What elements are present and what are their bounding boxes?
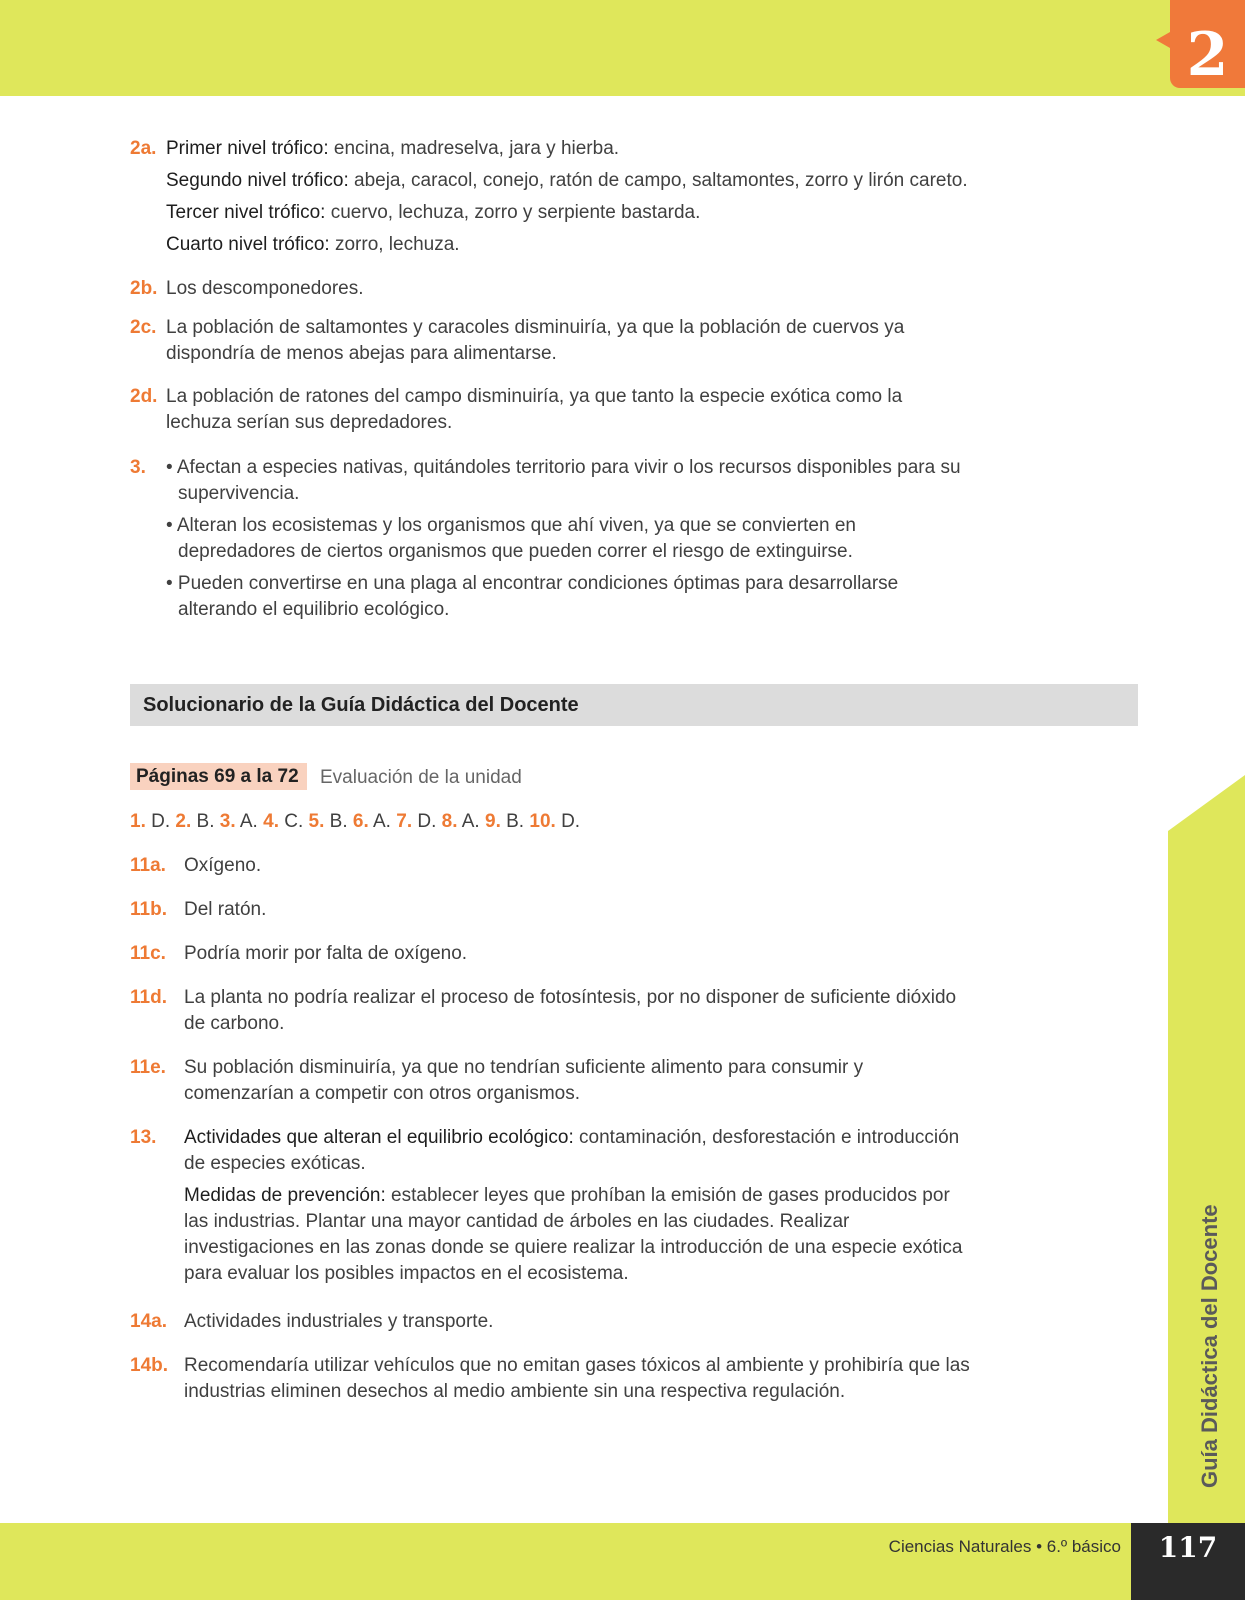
side-tab-label: Guía Didáctica del Docente: [1197, 1204, 1222, 1488]
answer-text: Oxígeno.: [184, 855, 262, 876]
key-number: 5.: [308, 811, 325, 832]
answer-text: Actividades industriales y transporte.: [184, 1311, 494, 1332]
answer-body: [166, 136, 970, 258]
key-number: 4.: [263, 811, 279, 832]
trophic-level-line: [166, 200, 970, 226]
answer-label: 13.: [130, 1127, 157, 1148]
answer-text: La población de ratones del campo disminuiría, ya que tanto la especie exótica como la lechuza serían sus depredadores.: [166, 386, 903, 433]
trophic-level-line: [166, 168, 970, 194]
answer-text: Del ratón.: [184, 899, 267, 920]
answer-text: La planta no podría realizar el proceso de fotosíntesis, por no disponer de suficiente dióxido de carbono.: [184, 987, 957, 1034]
answer-label: 2b.: [130, 278, 158, 299]
bullet-item: • Afectan a especies nativas, quitándoles territorio para vivir o los recursos disponibles para su supervivencia.: [166, 457, 961, 504]
trophic-level-line: [166, 136, 970, 162]
trophic-level-text: abeja, caracol, conejo, ratón de campo, saltamontes, zorro y lirón careto.: [348, 170, 968, 191]
answer-label: 11e.: [130, 1057, 166, 1078]
bullet-item: • Alteran los ecosistemas y los organismos que ahí viven, ya que se convierten en depredadores de ciertos organismos que pueden correr el riesgo de extinguirse.: [166, 515, 856, 562]
key-number: 6.: [352, 811, 369, 832]
unit-number-tab: 2: [1170, 0, 1245, 88]
answer-11a: [130, 853, 970, 879]
answer-text: Su población disminuiría, ya que no tendrían suficiente alimento para consumir y comenzarían a competir con otros organismos.: [184, 1057, 864, 1104]
answer-2c: [130, 315, 950, 367]
answer-label: 2a.: [130, 138, 157, 159]
answer-label: 2c.: [130, 317, 157, 338]
key-number: 9.: [485, 811, 501, 832]
answer-body: [184, 1125, 970, 1287]
answer-text: establecer leyes que prohíban la emisión de gases producidos por las industrias. Plantar una mayor cantidad de árboles en las ciudades. Realizar investigaciones en las zonas donde se quiere realizar la introducción de una especie exótica para evaluar los posibles impactos en el ecosistema.: [184, 1185, 963, 1284]
answer-paragraph: [184, 1125, 970, 1177]
answer-label: 3.: [130, 457, 146, 478]
answer-11c: [130, 941, 970, 967]
bullet-item: • Pueden convertirse en una plaga al encontrar condiciones óptimas para desarrollarse alterando el equilibrio ecológico.: [166, 573, 899, 620]
pages-tag: Páginas 69 a la 72: [130, 763, 307, 790]
answer-label: 11c.: [130, 943, 166, 964]
answer-13: [130, 1125, 970, 1287]
answer-3: [130, 455, 970, 623]
key-answer: A.: [457, 811, 485, 832]
answer-label: 11d.: [130, 987, 167, 1008]
trophic-level-text: encina, madreselva, jara y hierba.: [328, 138, 620, 159]
trophic-level-text: cuervo, lechuza, zorro y serpiente bastarda.: [325, 202, 701, 223]
trophic-level-term: Segundo nivel trófico:: [166, 170, 349, 191]
key-number: 2.: [175, 811, 192, 832]
answer-text: Recomendaría utilizar vehículos que no emitan gases tóxicos al ambiente y prohibiría que las industrias eliminen desechos al medio ambiente sin una respectiva regulación.: [184, 1355, 970, 1402]
answer-label: 14b.: [130, 1355, 169, 1376]
page-number: 117: [1131, 1523, 1245, 1600]
pages-title: Evaluación de la unidad: [320, 767, 522, 788]
answer-text: La población de saltamontes y caracoles disminuiría, ya que la población de cuervos ya dispondría de menos abejas para alimentarse.: [166, 317, 905, 364]
top-banner: [0, 0, 1245, 96]
answer-11b: [130, 897, 970, 923]
answer-14b: [130, 1353, 970, 1405]
answer-term: Medidas de prevención:: [184, 1185, 386, 1206]
trophic-level-line: [166, 232, 970, 258]
answer-label: 11a.: [130, 855, 166, 876]
key-answer: D.: [555, 811, 581, 832]
trophic-level-term: Primer nivel trófico:: [166, 138, 329, 159]
key-answer: C.: [278, 811, 309, 832]
answer-text: contaminación, desforestación e introducción de especies exóticas.: [184, 1127, 960, 1174]
answer-text: Podría morir por falta de oxígeno.: [184, 943, 468, 964]
section-title: Solucionario de la Guía Didáctica del Docente: [130, 684, 1138, 726]
answer-11e: [130, 1055, 970, 1107]
key-answer: B.: [324, 811, 353, 832]
answer-2a: [130, 136, 970, 258]
answer-paragraph: [184, 1183, 970, 1287]
trophic-level-text: zorro, lechuza.: [329, 234, 460, 255]
key-number: 8.: [441, 811, 458, 832]
key-answer: D.: [412, 811, 442, 832]
key-answer: D.: [145, 811, 176, 832]
key-answer: B.: [191, 811, 220, 832]
answer-term: Actividades que alteran el equilibrio ecológico:: [184, 1127, 574, 1148]
key-answer: B.: [500, 811, 530, 832]
answer-label: 2d.: [130, 386, 158, 407]
answer-bullets: [166, 455, 970, 623]
answer-2b: [130, 276, 970, 302]
answer-label: 14a.: [130, 1311, 167, 1332]
key-number: 3.: [219, 811, 236, 832]
key-number: 7.: [396, 811, 413, 832]
answer-text: Los descomponedores.: [166, 278, 364, 299]
answer-14a: [130, 1309, 970, 1335]
key-answer: A.: [368, 811, 397, 832]
key-answer: A.: [235, 811, 264, 832]
answer-11d: [130, 985, 970, 1037]
key-number: 10.: [529, 811, 556, 832]
bottom-banner: [0, 1523, 1245, 1600]
key-number: 1.: [130, 811, 146, 832]
answer-key-row: [130, 809, 580, 835]
answer-2d: [130, 384, 966, 436]
answer-label: 11b.: [130, 899, 167, 920]
footer-book-title: Ciencias Naturales • 6.º básico: [888, 1537, 1121, 1556]
trophic-level-term: Cuarto nivel trófico:: [166, 234, 330, 255]
trophic-level-term: Tercer nivel trófico:: [166, 202, 326, 223]
